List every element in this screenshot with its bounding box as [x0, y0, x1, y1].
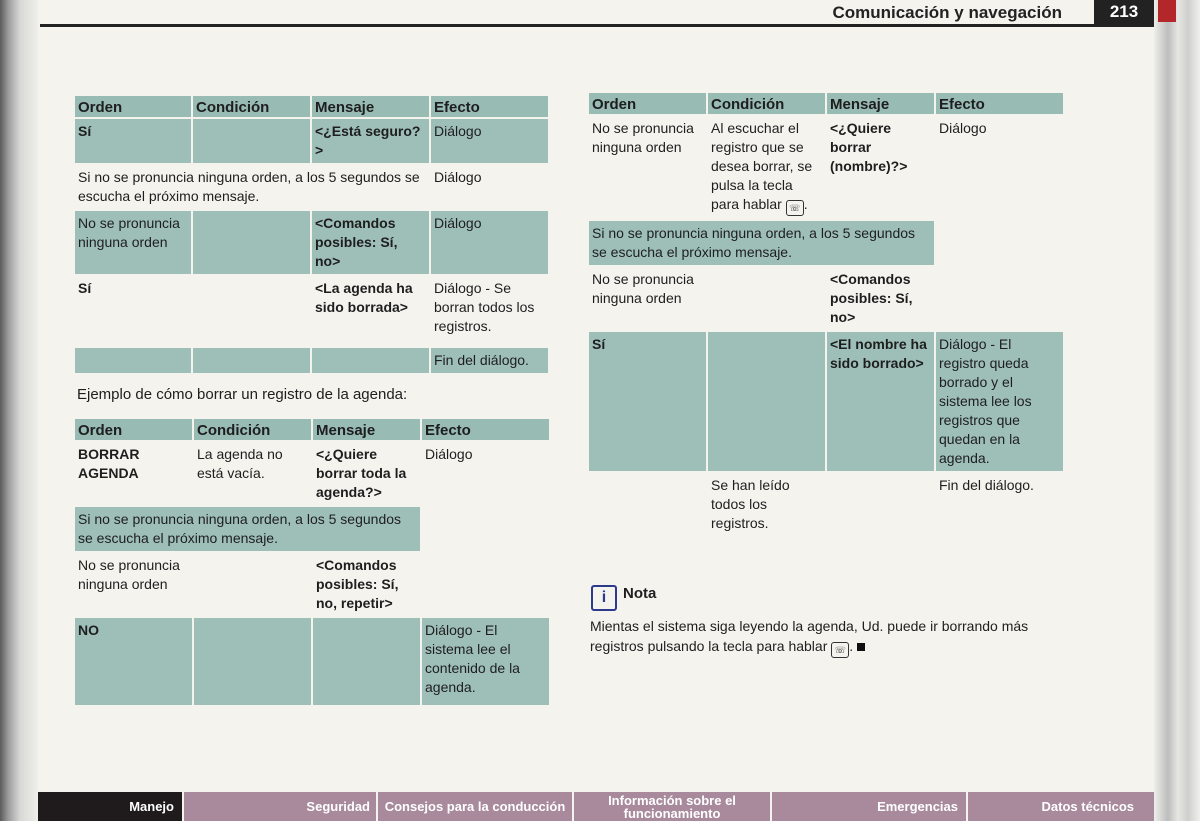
table-row: [589, 266, 1063, 331]
col-header: Orden: [75, 419, 193, 441]
col-header: Condición: [707, 93, 826, 115]
cell-condicion: [707, 331, 826, 472]
cell-efecto: [421, 552, 549, 617]
cell-span: Si no se pronuncia ninguna orden, a los 5 segundos se escucha el próximo mensaje.: [75, 506, 421, 552]
cell-mensaje: <El nombre ha sido borrado>: [826, 331, 935, 472]
cell-mensaje: <¿Quiere borrar (nombre)?>: [826, 115, 935, 220]
page-edge: [1154, 0, 1200, 821]
note-text: Mientas el sistema siga leyendo la agenda, Ud. puede ir borrando más registros pulsando la tecla para hablar ☏ .: [590, 616, 1060, 658]
col-header: Mensaje: [826, 93, 935, 115]
table-row: [75, 441, 549, 506]
table-row: [589, 331, 1063, 472]
info-icon: i: [591, 585, 617, 611]
cell-condicion: [192, 347, 311, 374]
footer-nav: [38, 792, 1154, 821]
cell-mensaje: [311, 347, 430, 374]
col-header: Efecto: [421, 419, 549, 441]
book-spine: [0, 0, 38, 821]
cell-orden: No se pronuncia ninguna orden: [589, 266, 707, 331]
cell-mensaje: <La agenda ha sido borrada>: [311, 275, 430, 347]
note-title: Nota: [623, 585, 657, 602]
talk-button-icon: ☏: [786, 200, 804, 216]
footer-tab-manejo[interactable]: Manejo: [38, 792, 182, 821]
table-row: [75, 506, 549, 552]
dialog-table-1: [75, 96, 548, 375]
table-row: [589, 115, 1063, 220]
cell-efecto: Fin del diálogo.: [935, 472, 1063, 537]
table-row: [589, 472, 1063, 537]
header-rule: [40, 24, 1154, 27]
cell-efecto: Diálogo - El sistema lee el contenido de la agenda.: [421, 617, 549, 706]
page-number: 213: [1094, 0, 1154, 24]
footer-tab-informacion[interactable]: Información sobre el funcionamiento: [572, 792, 770, 821]
col-header: Efecto: [935, 93, 1063, 115]
cell-orden: BORRAR AGENDA: [75, 441, 193, 506]
talk-button-icon: ☏: [831, 642, 849, 658]
cell-condicion: [192, 210, 311, 275]
cell-condicion: [192, 275, 311, 347]
cell-mensaje: <Comandos posibles: Sí, no>: [826, 266, 935, 331]
page-header-title: Comunicación y navegación: [832, 3, 1062, 22]
cell-orden: No se pronuncia ninguna orden: [589, 115, 707, 220]
cell-orden: Sí: [589, 331, 707, 472]
cell-condicion: [193, 617, 312, 706]
col-header: Efecto: [430, 96, 548, 118]
col-header: Orden: [589, 93, 707, 115]
cell-efecto: [421, 506, 549, 552]
cell-mensaje: [826, 472, 935, 537]
cell-mensaje: <Comandos posibles: Sí, no>: [311, 210, 430, 275]
cell-mensaje: <Comandos posibles: Sí, no, repetir>: [312, 552, 421, 617]
cell-efecto: Diálogo: [430, 118, 548, 164]
cell-condicion: [707, 266, 826, 331]
cell-span: Si no se pronuncia ninguna orden, a los 5 segundos se escucha el próximo mensaje.: [75, 164, 430, 210]
cell-span: Si no se pronuncia ninguna orden, a los 5 segundos se escucha el próximo mensaje.: [589, 220, 935, 266]
condition-text: Al escuchar el registro que se desea borrar, se pulsa la tecla para hablar: [711, 120, 813, 212]
cell-efecto: Diálogo: [430, 210, 548, 275]
col-header: Mensaje: [312, 419, 421, 441]
col-header: Condición: [192, 96, 311, 118]
table-row: [75, 347, 548, 374]
cell-orden: No se pronuncia ninguna orden: [75, 210, 192, 275]
table-row: [75, 617, 549, 706]
table-row: [75, 552, 549, 617]
cell-efecto: Diálogo - El registro queda borrado y el sistema lee los registros que quedan en la agenda.: [935, 331, 1063, 472]
table-row: [75, 118, 548, 164]
cell-orden: No se pronuncia ninguna orden: [75, 552, 193, 617]
dialog-table-3: [589, 93, 1063, 538]
footer-tab-emergencias[interactable]: Emergencias: [770, 792, 966, 821]
cell-mensaje: <¿Quiere borrar toda la agenda?>: [312, 441, 421, 506]
cell-orden: [589, 472, 707, 537]
end-square-icon: [857, 643, 865, 651]
cell-condicion: La agenda no está vacía.: [193, 441, 312, 506]
table-row: [75, 164, 548, 210]
table-row: [75, 275, 548, 347]
table-row: [589, 220, 1063, 266]
table-header-row: [589, 93, 1063, 115]
cell-efecto: Diálogo: [935, 115, 1063, 220]
chapter-marker: [1158, 0, 1176, 22]
section-title: Ejemplo de cómo borrar un registro de la agenda:: [77, 386, 408, 403]
cell-efecto: [935, 220, 1063, 266]
cell-condicion: [193, 552, 312, 617]
cell-efecto: Fin del diálogo.: [430, 347, 548, 374]
col-header: Mensaje: [311, 96, 430, 118]
cell-efecto: Diálogo: [421, 441, 549, 506]
note-heading: [591, 585, 656, 611]
cell-efecto: [935, 266, 1063, 331]
dialog-table-2: [75, 419, 549, 707]
cell-orden: [75, 347, 192, 374]
table-header-row: [75, 96, 548, 118]
cell-mensaje: [312, 617, 421, 706]
table-header-row: [75, 419, 549, 441]
cell-condicion: [192, 118, 311, 164]
note-body: Mientas el sistema siga leyendo la agenda, Ud. puede ir borrando más registros pulsando la tecla para hablar: [590, 618, 1029, 654]
cell-orden: NO: [75, 617, 193, 706]
col-header: Orden: [75, 96, 192, 118]
table-row: [75, 210, 548, 275]
cell-efecto: Diálogo - Se borran todos los registros.: [430, 275, 548, 347]
cell-orden: Sí: [75, 275, 192, 347]
footer-tab-datos-tecnicos[interactable]: Datos técnicos: [966, 792, 1154, 821]
footer-tab-consejos[interactable]: Consejos para la conducción: [376, 792, 572, 821]
footer-tab-seguridad[interactable]: Seguridad: [182, 792, 376, 821]
col-header: Condición: [193, 419, 312, 441]
cell-condicion: Se han leído todos los registros.: [707, 472, 826, 537]
cell-efecto: Diálogo: [430, 164, 548, 210]
cell-condicion: Al escuchar el registro que se desea borrar, se pulsa la tecla para hablar ☏ .: [707, 115, 826, 220]
cell-orden: Sí: [75, 118, 192, 164]
cell-mensaje: <¿Está seguro?>: [311, 118, 430, 164]
